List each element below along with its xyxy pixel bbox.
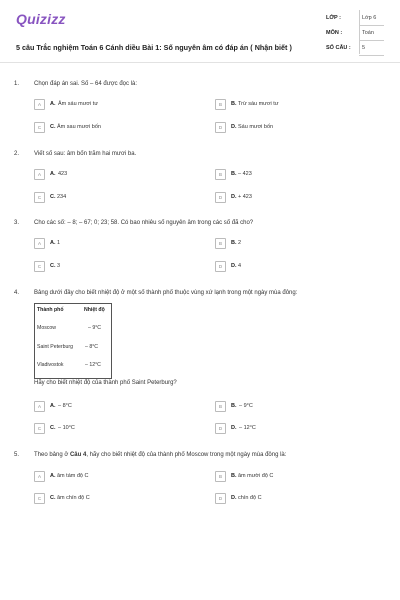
option-letter: A.	[50, 403, 56, 409]
option-box: A	[34, 99, 45, 110]
meta-value: Toán	[362, 30, 374, 36]
table-cell-city: Vladivostok	[37, 362, 64, 368]
meta-value: Lớp 6	[362, 15, 377, 21]
option-text: 1	[57, 240, 61, 246]
meta-key: MÔN :	[326, 30, 343, 36]
option-text: 2	[238, 240, 242, 246]
temperature-table	[34, 303, 112, 379]
option-box: C	[34, 423, 45, 434]
option-box: D	[215, 192, 226, 203]
question-number: 1.	[14, 81, 20, 87]
option-text: 3	[57, 263, 61, 269]
quizizz-logo: Quizizz	[16, 11, 66, 27]
option-letter: D.	[231, 425, 237, 431]
option-box: C	[34, 122, 45, 133]
option-letter: A.	[50, 101, 56, 107]
question-number: 2.	[14, 151, 20, 157]
worksheet-header	[16, 10, 384, 66]
option-box: B	[215, 401, 226, 412]
option-text: Âm sáu mươi tư	[58, 101, 99, 107]
option-text: 234	[57, 194, 67, 200]
option-text: – 8°C	[58, 403, 72, 409]
option-letter: B.	[231, 101, 237, 107]
option-letter: B.	[231, 240, 237, 246]
question-subtext: Hãy cho biết nhiệt độ của thành phố Saint Peterburg?	[34, 380, 177, 386]
option-letter: B.	[231, 473, 237, 479]
option-text: + 423	[238, 194, 252, 200]
meta-value: 5	[362, 45, 366, 51]
option-box: D	[215, 261, 226, 272]
meta-row-subject	[326, 27, 384, 41]
option-text: 423	[58, 171, 68, 177]
option-box: C	[34, 192, 45, 203]
table-header-city: Thành phố	[37, 307, 64, 313]
meta-row-count	[326, 42, 384, 56]
option-text: chín độ C	[238, 495, 262, 501]
option-letter: C.	[50, 495, 56, 501]
option-box: A	[34, 169, 45, 180]
option-letter: A.	[50, 240, 56, 246]
question-text: Bảng dưới đây cho biết nhiệt độ ở một số thành phố thuộc vùng xứ lạnh trong một ngày mùa đông:	[34, 290, 298, 296]
option-box: B	[215, 169, 226, 180]
option-box: B	[215, 471, 226, 482]
option-box: C	[34, 261, 45, 272]
option-text: 4	[238, 263, 242, 269]
option-text: Âm sau mươi bốn	[57, 124, 101, 130]
table-cell-temp: – 9°C	[88, 325, 102, 331]
option-box: B	[215, 238, 226, 249]
question-number: 5.	[14, 452, 20, 458]
worksheet-title: 5 câu Trắc nghiệm Toán 6 Cánh diều Bài 1: Số nguyên âm có đáp án ( Nhận biết )	[16, 43, 292, 52]
option-text: – 10°C	[58, 425, 75, 431]
meta-key: SỐ CÂU :	[326, 45, 351, 51]
meta-box	[326, 10, 384, 56]
option-letter: A.	[50, 473, 56, 479]
option-box: D	[215, 423, 226, 434]
option-box: C	[34, 493, 45, 504]
option-text: – 12°C	[239, 425, 256, 431]
option-box: A	[34, 401, 45, 412]
table-cell-city: Moscow	[37, 325, 57, 331]
meta-key: LỚP :	[326, 15, 341, 21]
option-text: Sáu mươi bốn	[238, 124, 274, 130]
option-letter: B.	[231, 403, 237, 409]
option-box: A	[34, 471, 45, 482]
option-letter: D.	[231, 263, 237, 269]
question-text: Viết số sau: âm bốn trăm hai mươi ba.	[34, 151, 137, 157]
table-cell-temp: – 8°C	[85, 344, 99, 350]
table-cell-city: Saint Peterburg	[37, 344, 74, 350]
option-text: – 9°C	[239, 403, 253, 409]
option-letter: C.	[50, 194, 56, 200]
meta-row-grade	[326, 12, 384, 26]
question-text: Cho các số: – 8; – 67; 0; 23; 58. Có bao nhiêu số nguyên âm trong các số đã cho?	[34, 220, 254, 226]
question-bold-ref: Câu 4	[69, 452, 87, 458]
option-letter: A.	[50, 171, 56, 177]
option-letter: D.	[231, 124, 237, 130]
table-header-temp: Nhiệt độ	[84, 307, 105, 313]
option-box: A	[34, 238, 45, 249]
option-letter: C.	[50, 425, 56, 431]
question-text: Theo bảng ở Câu 4, hãy cho biết nhiệt độ của thành phố Moscow trong một ngày mùa đông là:	[34, 452, 287, 458]
option-text: Trừ sáu mươi tư	[238, 101, 279, 107]
option-letter: D.	[231, 194, 237, 200]
option-box: B	[215, 99, 226, 110]
option-text: âm chín độ C	[57, 495, 90, 501]
option-text: âm tám độ C	[57, 473, 89, 479]
question-number: 3.	[14, 220, 20, 226]
option-letter: D.	[231, 495, 237, 501]
header-divider	[0, 62, 400, 63]
option-letter: C.	[50, 124, 56, 130]
option-letter: C.	[50, 263, 56, 269]
option-box: D	[215, 493, 226, 504]
option-box: D	[215, 122, 226, 133]
option-text: – 423	[238, 171, 252, 177]
option-letter: B.	[231, 171, 237, 177]
option-text: âm mười độ C	[238, 473, 274, 479]
question-number: 4.	[14, 290, 20, 296]
table-cell-temp: – 12°C	[85, 362, 101, 368]
question-text: Chọn đáp án sai. Số – 64 được đọc là:	[34, 81, 138, 87]
